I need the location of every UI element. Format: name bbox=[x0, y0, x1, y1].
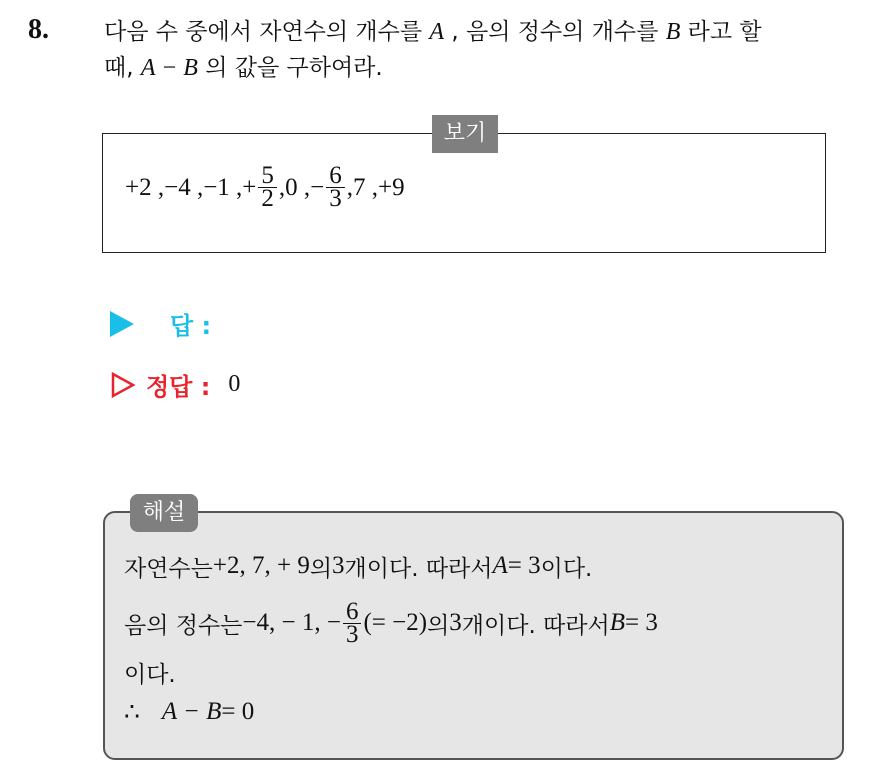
explanation-line-4: ∴ A − B = 0 bbox=[124, 698, 255, 726]
solution-label: 정답 : bbox=[146, 373, 211, 401]
fraction-five-halves: $\frac{5}{2}$ bbox=[258, 165, 277, 210]
explanation-text bbox=[124, 548, 829, 732]
fraction-six-thirds: $\frac{6}{3}$ bbox=[343, 601, 362, 646]
explanation-line-2: 음의 정수는 −4, − 1, − $\frac{6}{3}$ (= −2) 의 3 개이다. 따라서 B = 3 bbox=[124, 597, 658, 648]
question-line-2: 때, A − B 의 값을 구하여라. bbox=[104, 55, 383, 81]
question-text bbox=[104, 14, 864, 86]
expression-a-minus-b: A − B bbox=[140, 55, 198, 81]
solution-value: 0 bbox=[228, 371, 241, 397]
play-icon bbox=[110, 311, 134, 337]
variable-b: B bbox=[665, 19, 681, 45]
explanation-line-1: 자연수는 +2, 7, + 9 의 3 개이다. 따라서 A = 3 이다. bbox=[124, 552, 593, 582]
fraction-six-thirds: $\frac{6}{3}$ bbox=[326, 165, 345, 210]
therefore-symbol: ∴ bbox=[124, 699, 140, 726]
solution-row bbox=[110, 367, 240, 402]
question-line-1: 다음 수 중에서 자연수의 개수를 A , 음의 정수의 개수를 B 라고 할 bbox=[104, 19, 762, 45]
bogi-number-list: +2 ,−4 ,−1 ,+ $\frac{5}{2}$ ,0 ,− $\frac{6}{3}$ ,7 ,+9 bbox=[125, 162, 405, 212]
explanation-line-3: 이다. bbox=[124, 661, 176, 688]
answer-label: 답 : bbox=[170, 312, 212, 340]
outline-triangle-icon bbox=[110, 372, 136, 398]
answer-row bbox=[110, 306, 211, 341]
explanation-label: 해설 bbox=[130, 494, 198, 532]
variable-a: A bbox=[429, 19, 445, 45]
bogi-label: 보기 bbox=[432, 115, 498, 153]
question-number: 8. bbox=[28, 14, 49, 45]
